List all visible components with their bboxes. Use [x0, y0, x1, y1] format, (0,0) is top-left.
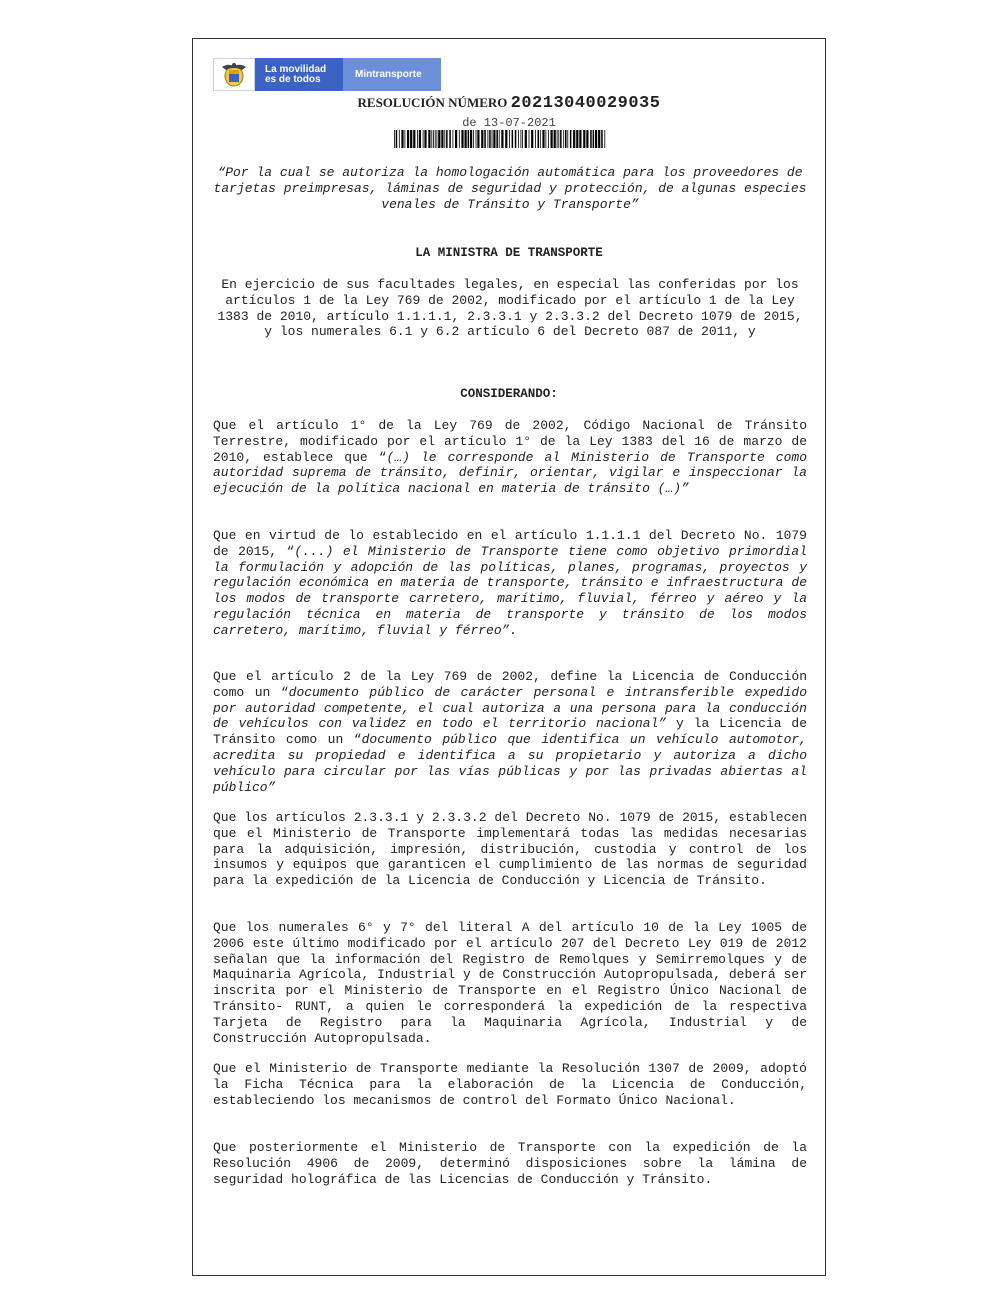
considering-paragraph-6: Que el Ministerio de Transporte mediante la Resolución 1307 de 2009, adoptó la Ficha Técnica para la elaboración de la Licencia de Conducción, estableciendo los mecanismos de control del Formato Único Nacional.	[213, 1061, 807, 1108]
powers-paragraph: En ejercicio de sus facultades legales, en especial las conferidas por los artículos 1 de la Ley 769 de 2002, modificado por el artículo 1 de la Ley 1383 de 2010, artículo 1.1.1.1, 2.3.3.1 y 2.3.3.2 del Decreto 1079 de 2015, y los numerales 6.1 y 6.2 artículo 6 del Decreto 087 de 2011, y	[217, 277, 803, 340]
considering-heading: CONSIDERANDO:	[460, 387, 558, 401]
considering-paragraph-2	[213, 528, 807, 639]
p2-text: Que en virtud de lo establecido en el artículo 1.1.1.1 del Decreto No. 1079 de 2015, “	[213, 528, 807, 559]
considering-paragraph-7: Que posteriormente el Ministerio de Transporte con la expedición de la Resolución 4906 de 2009, determinó disposiciones sobre la lámina de seguridad holográfica de las Licencias de Conducción y Tránsito.	[213, 1140, 807, 1187]
resolution-subject: “Por la cual se autoriza la homologación automática para los proveedores de tarjetas preimpresas, láminas de seguridad y protección, de algunas especies venales de Tránsito y Transporte”	[213, 165, 807, 212]
considering-paragraph-3	[213, 669, 807, 795]
mintransporte-logo	[213, 58, 441, 91]
p3-quote-1: documento público de carácter personal e intransferible expedido por autoridad competente, el cual autoriza a una persona para la conducción de vehículos con validez en todo el territorio nacional”	[213, 684, 807, 732]
considering-paragraph-1	[213, 418, 807, 497]
p1-text: Que el artículo 1° de la Ley 769 de 2002, Código Nacional de Tránsito Terrestre, modificado por el artículo 1° de la Ley 1383 del 16 de marzo de 2010, establece que “	[213, 418, 807, 465]
p1-quote: (…) le corresponde al Ministerio de Transporte como autoridad suprema de tránsito, definir, orientar, vigilar e inspeccionar la ejecución de la política nacional en materia de tránsito (…)”	[213, 449, 808, 497]
considering-paragraph-5: Que los numerales 6° y 7° del literal A del artículo 10 de la Ley 1005 de 2006 este último modificado por el artículo 207 del Decreto Ley 019 de 2012 señalan que la información del Registro de Remolques y Semirremolques y de Maquinaria Agrícola, Industrial y de Construcción Autopropulsada, deberá ser inscrita por el Ministerio de Transporte en el Registro Único Nacional de Tránsito- RUNT, a quien le corresponderá la expedición de la respectiva Tarjeta de Registro para la Maquinaria Agrícola, Industrial y de Construcción Autopropulsada.	[213, 920, 807, 1046]
logo-slogan-line2: es de todos	[265, 74, 321, 85]
p2-quote: (...) el Ministerio de Transporte tiene como objetivo primordial la formulación y adopción de las políticas, planes, programas, proyectos y regulación económica en materia de transporte, tránsito e infraestructura de los modos de transporte carretero, marítimo, fluvial, férreo y aéreo y la regulación técnica en materia de transporte y tránsito de los modos carretero, marítimo, fluvial y férreo”.	[213, 543, 808, 638]
barcode-icon	[394, 130, 608, 148]
p3-quote-2: documento público que identifica un vehículo automotor, acredita su propiedad e identifica a su propietario y autoriza a dicho vehículo para circular por las vías públicas y por las privadas abiertas al público”	[213, 732, 807, 795]
resolution-date: de 13-07-2021	[462, 116, 556, 130]
resolution-label: RESOLUCIÓN NÚMERO	[357, 95, 508, 110]
considering-paragraph-4: Que los artículos 2.3.3.1 y 2.3.3.2 del Decreto No. 1079 de 2015, establecen que el Ministerio de Transporte implementará todas las medidas necesarias para la adquisición, impresión, distribución, custodia y control de los insumos y equipos que garanticen el cumplimiento de las normas de seguridad para la expedición de la Licencia de Conducción y Licencia de Tránsito.	[213, 810, 807, 889]
p3-text-2: y la Licencia de Tránsito como un “	[213, 716, 808, 748]
coat-of-arms-icon	[213, 58, 255, 91]
p3-text: Que el artículo 2 de la Ley 769 de 2002, define la Licencia de Conducción como un “	[213, 669, 807, 700]
authority-heading: LA MINISTRA DE TRANSPORTE	[415, 246, 603, 260]
resolution-number: 20213040029035	[510, 94, 661, 113]
logo-slogan-line1: La movilidad	[265, 64, 327, 75]
resolution-title	[192, 94, 826, 113]
logo-brand: Mintransporte	[343, 58, 441, 91]
logo-slogan	[255, 58, 343, 91]
